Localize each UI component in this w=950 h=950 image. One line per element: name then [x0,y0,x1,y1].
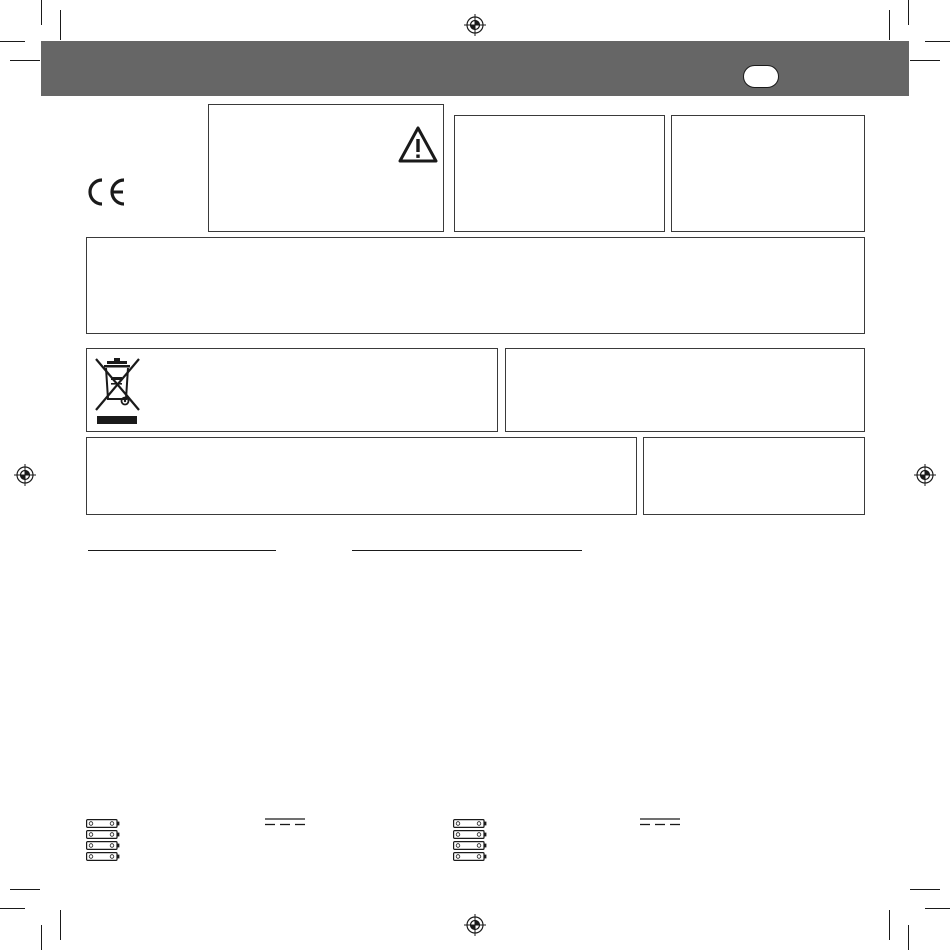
crop-mark [910,889,940,890]
battery-icon [86,852,120,861]
crop-mark [908,925,909,950]
registration-mark-icon [914,464,936,486]
registration-mark-icon [14,464,36,486]
battery-group [86,819,122,863]
notice-box [86,237,865,334]
weee-crossed-bin-icon [93,355,143,429]
registration-mark-icon [464,914,486,936]
crop-mark [925,41,950,42]
crop-mark [925,908,950,909]
crop-mark [908,0,909,25]
crop-mark [10,60,40,61]
weee-box [86,348,498,432]
crop-mark [41,925,42,950]
battery-icon [453,852,487,861]
crop-mark [60,910,61,940]
battery-icon [86,841,120,850]
battery-icon [86,819,120,828]
crop-mark [889,910,890,940]
crop-mark [910,60,940,61]
battery-icon [453,841,487,850]
heading-underline [88,550,276,551]
info-box [671,115,865,232]
battery-group [453,819,489,863]
battery-icon [453,830,487,839]
crop-mark [0,908,25,909]
info-box [454,115,665,232]
crop-mark [41,0,42,25]
dc-symbol-icon [640,818,680,826]
crop-mark [0,41,25,42]
battery-icon [86,830,120,839]
heading-underline [352,550,582,551]
info-box [643,437,865,515]
info-box [505,348,865,432]
registration-mark-icon [464,14,486,36]
info-box [86,437,637,515]
crop-mark [60,10,61,40]
dc-symbol-icon [265,818,305,826]
crop-mark [889,10,890,40]
ce-mark-icon [84,176,128,208]
warning-box [208,104,444,232]
warning-triangle-icon [397,125,439,165]
battery-icon [453,819,487,828]
crop-mark [10,889,40,890]
header-band [41,41,909,96]
language-badge [743,65,779,88]
